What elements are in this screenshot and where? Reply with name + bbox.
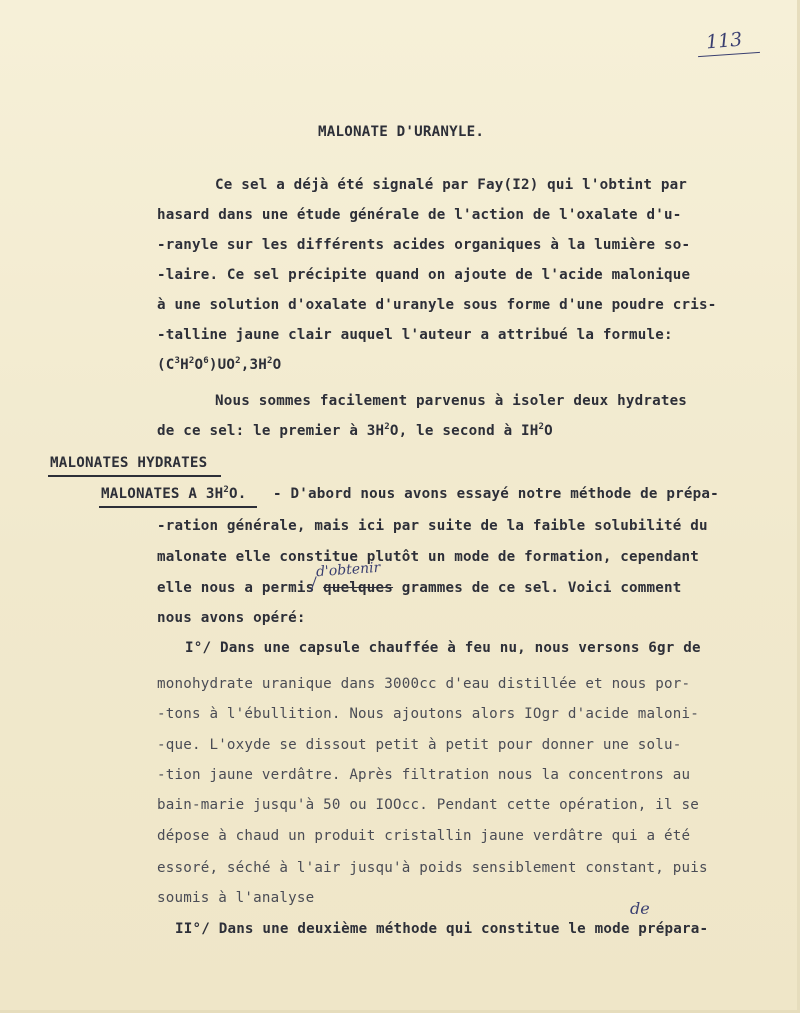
subsection-heading-underline	[99, 506, 257, 508]
text-part: O	[544, 423, 553, 439]
text-part: grammes de ce sel. Voici comment	[393, 580, 682, 596]
subsection-line-1: - D'abord nous avons essayé notre méthode de prépa-	[273, 486, 719, 502]
formula-sup: 2	[235, 356, 241, 366]
formula-part: O	[194, 357, 204, 373]
section-heading-underline	[48, 475, 221, 477]
text-part: elle nous a permis	[157, 580, 324, 596]
subsection-line-4	[157, 580, 682, 596]
subsection-line-3: malonate elle constitue plutôt un mode de formation, cependant	[157, 549, 699, 565]
subsection-line-2: -ration générale, mais ici par suite de la faible solubilité du	[157, 518, 708, 534]
formula-part: )UO	[208, 357, 236, 373]
formula-sup: 2	[223, 485, 230, 495]
method-1-line-4: -que. L'oxyde se dissout petit à petit pour donner une solu-	[157, 737, 682, 753]
paragraph-1-line-2: hasard dans une étude générale de l'action de l'oxalate d'u-	[157, 207, 682, 223]
formula-part: O	[272, 357, 282, 373]
method-1-line-6: bain-marie jusqu'à 50 ou IOOcc. Pendant cette opération, il se	[157, 797, 699, 813]
formula	[157, 357, 281, 373]
subsection-line-5: nous avons opéré:	[157, 610, 306, 626]
paragraph-1-line-1: Ce sel a déjà été signalé par Fay(I2) qui l'obtint par	[215, 177, 688, 193]
section-heading: MALONATES HYDRATES	[50, 455, 208, 471]
paragraph-1-line-6: -talline jaune clair auquel l'auteur a attribué la formule:	[157, 327, 673, 343]
text-part: O.	[229, 486, 247, 502]
text-part: MALONATES A 3H	[101, 486, 224, 502]
handwritten-insert-de: de	[630, 899, 650, 918]
formula-part: H	[180, 357, 189, 373]
formula-sup: 2	[188, 356, 195, 366]
formula-part: (C	[157, 357, 175, 373]
paragraph-1-line-5: à une solution d'oxalate d'uranyle sous forme d'une poudre cris-	[157, 297, 717, 313]
formula-sup: 6	[203, 356, 209, 366]
text-part: de ce sel: le premier à 3H	[157, 423, 385, 439]
formula-sup: 2	[538, 422, 545, 432]
method-1-line-8: essoré, séché à l'air jusqu'à poids sensiblement constant, puis	[157, 860, 708, 876]
handwritten-insert-dobtenir: d'obtenir	[315, 559, 381, 581]
method-1-line-1: I°/ Dans une capsule chauffée à feu nu, nous versons 6gr de	[185, 640, 701, 656]
paragraph-2-line-2	[157, 423, 553, 439]
formula-sup: 2	[384, 422, 390, 432]
text-part: O, le second à IH	[389, 423, 539, 439]
method-1-line-3: -tons à l'ébullition. Nous ajoutons alors IOgr d'acide maloni-	[157, 706, 699, 722]
formula-sup: 2	[266, 356, 273, 366]
struck-word: quelques	[323, 580, 394, 596]
subsection-heading	[101, 486, 247, 502]
page-number: 113	[705, 28, 744, 54]
method-2-line-1: II°/ Dans une deuxième méthode qui constitue le mode prépara-	[175, 921, 709, 937]
page-title: MALONATE D'URANYLE.	[318, 124, 485, 140]
formula-part: ,3H	[240, 357, 267, 373]
paragraph-1-line-4: -laire. Ce sel précipite quand on ajoute de l'acide malonique	[157, 267, 691, 283]
method-1-line-7: dépose à chaud un produit cristallin jaune verdâtre qui a été	[157, 828, 691, 844]
formula-sup: 3	[174, 356, 181, 366]
method-1-line-2: monohydrate uranique dans 3000cc d'eau distillée et nous por-	[157, 676, 691, 692]
method-1-line-5: -tion jaune verdâtre. Après filtration nous la concentrons au	[157, 767, 691, 783]
paragraph-1-line-3: -ranyle sur les différents acides organiques à la lumière so-	[157, 237, 691, 253]
method-1-line-9: soumis à l'analyse	[157, 890, 315, 906]
paragraph-2-line-1: Nous sommes facilement parvenus à isoler deux hydrates	[215, 393, 688, 409]
